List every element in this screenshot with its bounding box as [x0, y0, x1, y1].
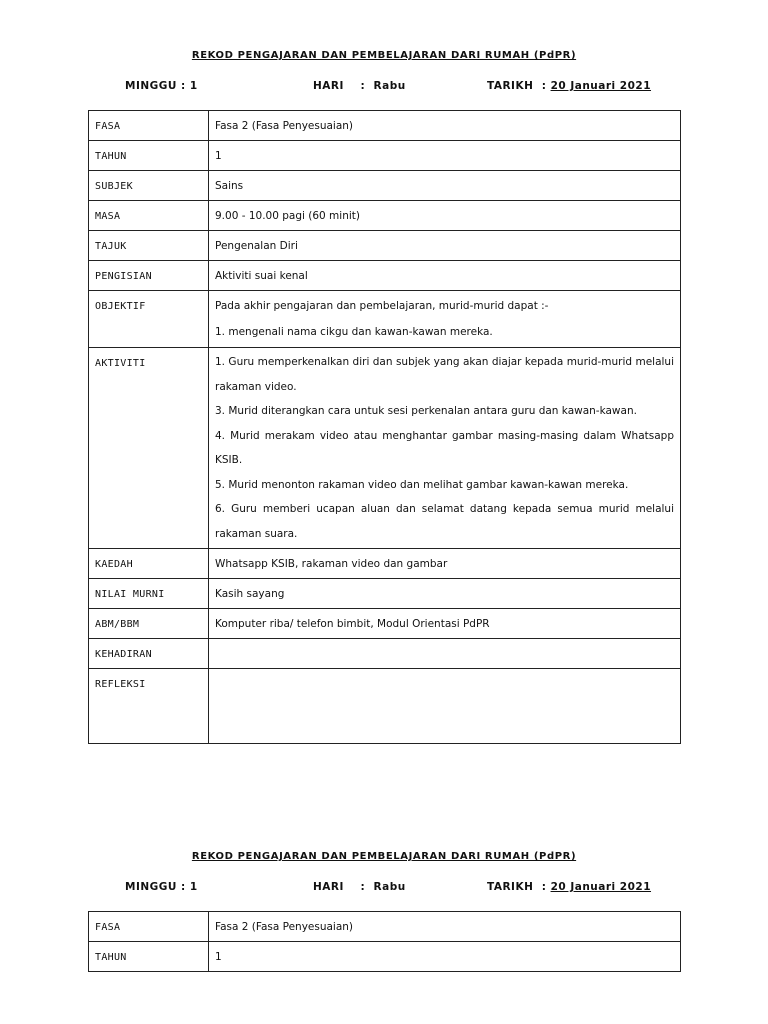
hari-label: HARI — [313, 80, 344, 92]
row-label: TAJUK — [89, 231, 209, 261]
record-table — [88, 911, 681, 972]
aktiviti-line: 4. Murid merakam video atau menghantar gambar masing-masing dalam Whatsapp KSIB. — [215, 429, 674, 466]
hari-separator: : — [360, 80, 366, 92]
row-value: 9.00 - 10.00 pagi (60 minit) — [209, 201, 681, 231]
tarikh-value: 20 Januari 2021 — [550, 80, 652, 92]
aktiviti-line: 5. Murid menonton rakaman video dan melihat gambar kawan-kawan mereka. — [215, 478, 629, 491]
row-value — [209, 348, 681, 549]
tarikh-label: TARIKH — [487, 881, 534, 893]
table-row — [89, 111, 681, 141]
tarikh-label: TARIKH — [487, 80, 534, 92]
row-value: Pengenalan Diri — [209, 231, 681, 261]
row-value — [209, 669, 681, 744]
row-label: TAHUN — [89, 141, 209, 171]
tarikh-field — [487, 80, 651, 92]
row-label: PENGISIAN — [89, 261, 209, 291]
row-value: Sains — [209, 171, 681, 201]
table-row — [89, 201, 681, 231]
table-row — [89, 291, 681, 348]
tarikh-separator: : — [541, 80, 547, 92]
row-label: TAHUN — [89, 942, 209, 972]
table-row — [89, 171, 681, 201]
hari-value: Rabu — [373, 881, 406, 893]
record-table — [88, 110, 681, 744]
row-label: SUBJEK — [89, 171, 209, 201]
objektif-line: Pada akhir pengajaran dan pembelajaran, murid-murid dapat :- — [215, 300, 549, 312]
row-label: FASA — [89, 111, 209, 141]
row-label: NILAI MURNI — [89, 579, 209, 609]
minggu-field: MINGGU : 1 — [125, 881, 198, 893]
row-label: KAEDAH — [89, 549, 209, 579]
row-value: Fasa 2 (Fasa Penyesuaian) — [209, 912, 681, 942]
objektif-line: 1. mengenali nama cikgu dan kawan-kawan mereka. — [215, 326, 493, 338]
hari-label: HARI — [313, 881, 344, 893]
hari-value: Rabu — [373, 80, 406, 92]
row-value — [209, 639, 681, 669]
table-row — [89, 639, 681, 669]
table-row — [89, 912, 681, 942]
row-value — [209, 291, 681, 348]
row-value: Komputer riba/ telefon bimbit, Modul Orientasi PdPR — [209, 609, 681, 639]
table-row — [89, 942, 681, 972]
tarikh-field — [487, 881, 651, 893]
row-value: 1 — [209, 141, 681, 171]
table-row — [89, 549, 681, 579]
table-row — [89, 669, 681, 744]
row-value: Whatsapp KSIB, rakaman video dan gambar — [209, 549, 681, 579]
table-row — [89, 231, 681, 261]
aktiviti-line: 3. Murid diterangkan cara untuk sesi perkenalan antara guru dan kawan-kawan. — [215, 405, 637, 417]
row-value: Fasa 2 (Fasa Penyesuaian) — [209, 111, 681, 141]
table-row — [89, 579, 681, 609]
hari-field — [313, 881, 406, 893]
tarikh-value: 20 Januari 2021 — [550, 881, 652, 893]
table-row — [89, 348, 681, 549]
hari-separator: : — [360, 881, 366, 893]
row-label: MASA — [89, 201, 209, 231]
document-title: REKOD PENGAJARAN DAN PEMBELAJARAN DARI RUMAH (PdPR) — [191, 851, 577, 862]
row-value: Aktiviti suai kenal — [209, 261, 681, 291]
minggu-field: MINGGU : 1 — [125, 80, 198, 92]
row-value: Kasih sayang — [209, 579, 681, 609]
document-title: REKOD PENGAJARAN DAN PEMBELAJARAN DARI RUMAH (PdPR) — [191, 50, 577, 61]
row-label: OBJEKTIF — [89, 291, 209, 348]
row-label: KEHADIRAN — [89, 639, 209, 669]
table-row — [89, 141, 681, 171]
row-label: ABM/BBM — [89, 609, 209, 639]
table-row — [89, 609, 681, 639]
row-label: FASA — [89, 912, 209, 942]
table-row — [89, 261, 681, 291]
hari-field — [313, 80, 406, 92]
tarikh-separator: : — [541, 881, 547, 893]
row-label: REFLEKSI — [89, 669, 209, 744]
row-value: 1 — [209, 942, 681, 972]
aktiviti-line: 6. Guru memberi ucapan aluan dan selamat datang kepada semua murid melalui rakaman suara. — [215, 503, 674, 540]
row-label: AKTIVITI — [89, 348, 209, 549]
aktiviti-line: 1. Guru memperkenalkan diri dan subjek yang akan diajar kepada murid-murid melalui rakaman video. — [215, 356, 674, 393]
